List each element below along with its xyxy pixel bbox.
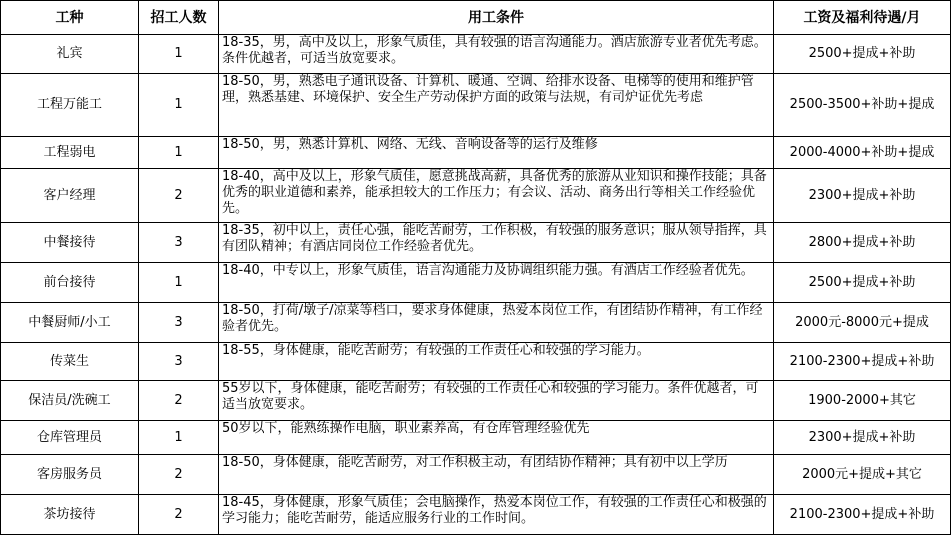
job-cell: 保洁员/洗碗工	[1, 381, 139, 421]
salary-cell: 2000元-8000元+提成	[774, 303, 951, 343]
table-row	[1, 74, 951, 137]
header-job: 工种	[1, 1, 139, 35]
conditions-cell: 55岁以下，身体健康，能吃苦耐劳；有较强的工作责任心和较强的学习能力。条件优越者，可适当放宽要求。	[219, 381, 774, 421]
table-row	[1, 381, 951, 421]
job-cell: 礼宾	[1, 35, 139, 74]
conditions-cell: 18-45，身体健康，形象气质佳；会电脑操作，热爱本岗位工作，有较强的工作责任心和极强的学习能力；能吃苦耐劳，能适应服务行业的工作时间。	[219, 495, 774, 535]
table-row	[1, 169, 951, 223]
job-cell: 茶坊接待	[1, 495, 139, 535]
header-conditions: 用工条件	[219, 1, 774, 35]
job-cell: 传菜生	[1, 343, 139, 381]
job-cell: 客房服务员	[1, 455, 139, 495]
salary-cell: 2300+提成+补助	[774, 169, 951, 223]
count-cell: 3	[139, 343, 219, 381]
job-cell: 前台接待	[1, 263, 139, 303]
conditions-cell: 18-35，男，高中及以上，形象气质佳，具有较强的语言沟通能力。酒店旅游专业者优先考虑。条件优越者，可适当放宽要求。	[219, 35, 774, 74]
header-row	[1, 1, 951, 35]
table-row	[1, 495, 951, 535]
conditions-cell: 18-50，身体健康，能吃苦耐劳，对工作积极主动，有团结协作精神；具有初中以上学历	[219, 455, 774, 495]
count-cell: 2	[139, 169, 219, 223]
table-row	[1, 303, 951, 343]
conditions-cell: 18-40，高中及以上，形象气质佳，愿意挑战高薪，具备优秀的旅游从业知识和操作技能；具备优秀的职业道德和素养，能承担较大的工作压力；有会议、活动、商务出行等相关工作经验优先。	[219, 169, 774, 223]
count-cell: 3	[139, 223, 219, 263]
job-cell: 工程弱电	[1, 137, 139, 169]
count-cell: 1	[139, 421, 219, 455]
count-cell: 2	[139, 455, 219, 495]
count-cell: 1	[139, 263, 219, 303]
table-row	[1, 343, 951, 381]
conditions-cell: 50岁以下，能熟练操作电脑，职业素养高，有仓库管理经验优先	[219, 421, 774, 455]
header-salary: 工资及福利待遇/月	[774, 1, 951, 35]
job-cell: 中餐厨师/小工	[1, 303, 139, 343]
conditions-cell: 18-55，身体健康，能吃苦耐劳；有较强的工作责任心和较强的学习能力。	[219, 343, 774, 381]
salary-cell: 2000-4000+补助+提成	[774, 137, 951, 169]
salary-cell: 1900-2000+其它	[774, 381, 951, 421]
conditions-cell: 18-40，中专以上，形象气质佳，语言沟通能力及协调组织能力强。有酒店工作经验者优先。	[219, 263, 774, 303]
conditions-cell: 18-50，打荷/墩子/凉菜等档口，要求身体健康，热爱本岗位工作，有团结协作精神，有工作经验者优先。	[219, 303, 774, 343]
table-row	[1, 455, 951, 495]
count-cell: 2	[139, 495, 219, 535]
job-cell: 客户经理	[1, 169, 139, 223]
count-cell: 3	[139, 303, 219, 343]
count-cell: 2	[139, 381, 219, 421]
conditions-cell: 18-50，男，熟悉电子通讯设备、计算机、暖通、空调、给排水设备、电梯等的使用和维护管理，熟悉基建、环境保护、安全生产劳动保护方面的政策与法规，有司炉证优先考虑	[219, 74, 774, 137]
salary-cell: 2500+提成+补助	[774, 35, 951, 74]
salary-cell: 2300+提成+补助	[774, 421, 951, 455]
job-cell: 中餐接待	[1, 223, 139, 263]
table-row	[1, 263, 951, 303]
count-cell: 1	[139, 35, 219, 74]
job-cell: 仓库管理员	[1, 421, 139, 455]
count-cell: 1	[139, 137, 219, 169]
table-row	[1, 223, 951, 263]
salary-cell: 2500-3500+补助+提成	[774, 74, 951, 137]
salary-cell: 2500+提成+补助	[774, 263, 951, 303]
table-row	[1, 35, 951, 74]
conditions-cell: 18-50，男，熟悉计算机、网络、无线、音响设备等的运行及维修	[219, 137, 774, 169]
conditions-cell: 18-35，初中以上，责任心强，能吃苦耐劳，工作积极，有较强的服务意识；服从领导指挥，具有团队精神；有酒店同岗位工作经验者优先。	[219, 223, 774, 263]
count-cell: 1	[139, 74, 219, 137]
salary-cell: 2100-2300+提成+补助	[774, 495, 951, 535]
header-count: 招工人数	[139, 1, 219, 35]
table-row	[1, 137, 951, 169]
table-row	[1, 421, 951, 455]
job-cell: 工程万能工	[1, 74, 139, 137]
salary-cell: 2100-2300+提成+补助	[774, 343, 951, 381]
salary-cell: 2000元+提成+其它	[774, 455, 951, 495]
salary-cell: 2800+提成+补助	[774, 223, 951, 263]
